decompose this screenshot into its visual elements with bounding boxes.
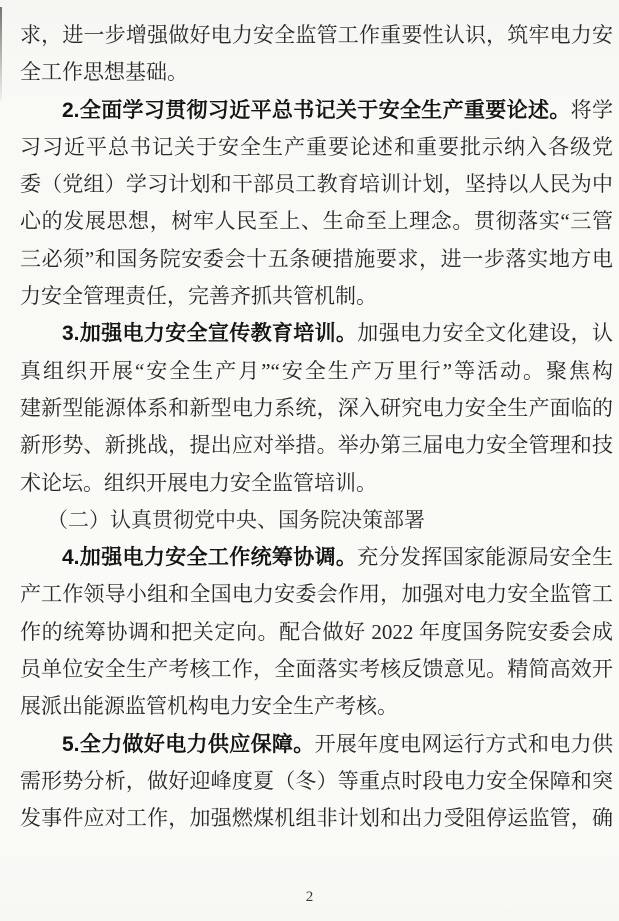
numbered-paragraph-line [20, 726, 613, 763]
body-text-line: 术论坛。组织开展电力安全监管培训。 [20, 470, 377, 495]
body-text-line: 展派出能源监管机构电力安全生产考核。 [20, 694, 398, 719]
body-text-line: 力安全管理责任，完善齐抓共管机制。 [20, 284, 377, 309]
body-text-line: 委（党组）学习计划和干部员工教育培训计划，坚持以人民为中 [20, 172, 613, 197]
body-text-line: 作的统筹协调和把关定向。配合做好 2022 年度国务院安委会成 [20, 619, 613, 644]
body-text-line: 发事件应对工作，加强燃煤机组非计划和出力受阻停运监管，确 [20, 806, 613, 831]
paragraph-number-title: 2.全面学习贯彻习近平总书记关于安全生产重要论述。 [62, 98, 571, 122]
paragraph-number-title: 4.加强电力安全工作统筹协调。 [62, 546, 358, 570]
scan-edge-artifact [0, 7, 2, 101]
body-text-line: 全工作思想基础。 [20, 60, 188, 85]
body-text-line: 三必须”和国务院安委会十五条硬措施要求，进一步落实地方电 [20, 246, 613, 271]
body-text-line: 真组织开展“安全生产月”“安全生产万里行”等活动。聚焦构 [20, 358, 613, 383]
paragraph-text: 加强电力安全文化建设，认 [357, 321, 613, 346]
numbered-paragraph-line [20, 92, 613, 129]
section-heading: （二）认真贯彻党中央、国务院决策部署 [47, 507, 425, 532]
document-body [20, 17, 613, 838]
body-text-line: 建新型能源体系和新型电力系统，深入研究电力安全生产面临的 [20, 395, 613, 420]
paragraph-text: 开展年度电网运行方式和电力供 [314, 731, 613, 756]
paragraph-text: 充分发挥国家能源局安全生 [357, 545, 613, 570]
body-text-line: 需形势分析，做好迎峰度夏（冬）等重点时段电力安全保障和突 [20, 768, 613, 793]
body-text-line: 求，进一步增强做好电力安全监管工作重要性认识，筑牢电力安 [20, 23, 613, 47]
body-text-line: 员单位安全生产考核工作，全面落实考核反馈意见。精简高效开 [20, 657, 613, 682]
paragraph-text: 将学 [570, 97, 613, 122]
page-number: 2 [305, 889, 314, 905]
paragraph-number-title: 3.加强电力安全宣传教育培训。 [62, 322, 358, 346]
body-text-line: 心的发展思想，树牢人民至上、生命至上理念。贯彻落实“三管 [20, 209, 613, 234]
numbered-paragraph-line [20, 315, 613, 352]
body-text-line: 产工作领导小组和全国电力安委会作用，加强对电力安全监管工 [20, 582, 613, 607]
paragraph-number-title: 5.全力做好电力供应保障。 [62, 732, 315, 756]
numbered-paragraph-line [20, 539, 613, 576]
body-text-line: 习习近平总书记关于安全生产重要论述和重要批示纳入各级党 [20, 134, 613, 159]
body-text-line: 新形势、新挑战，提出应对举措。举办第三届电力安全管理和技 [20, 433, 613, 458]
